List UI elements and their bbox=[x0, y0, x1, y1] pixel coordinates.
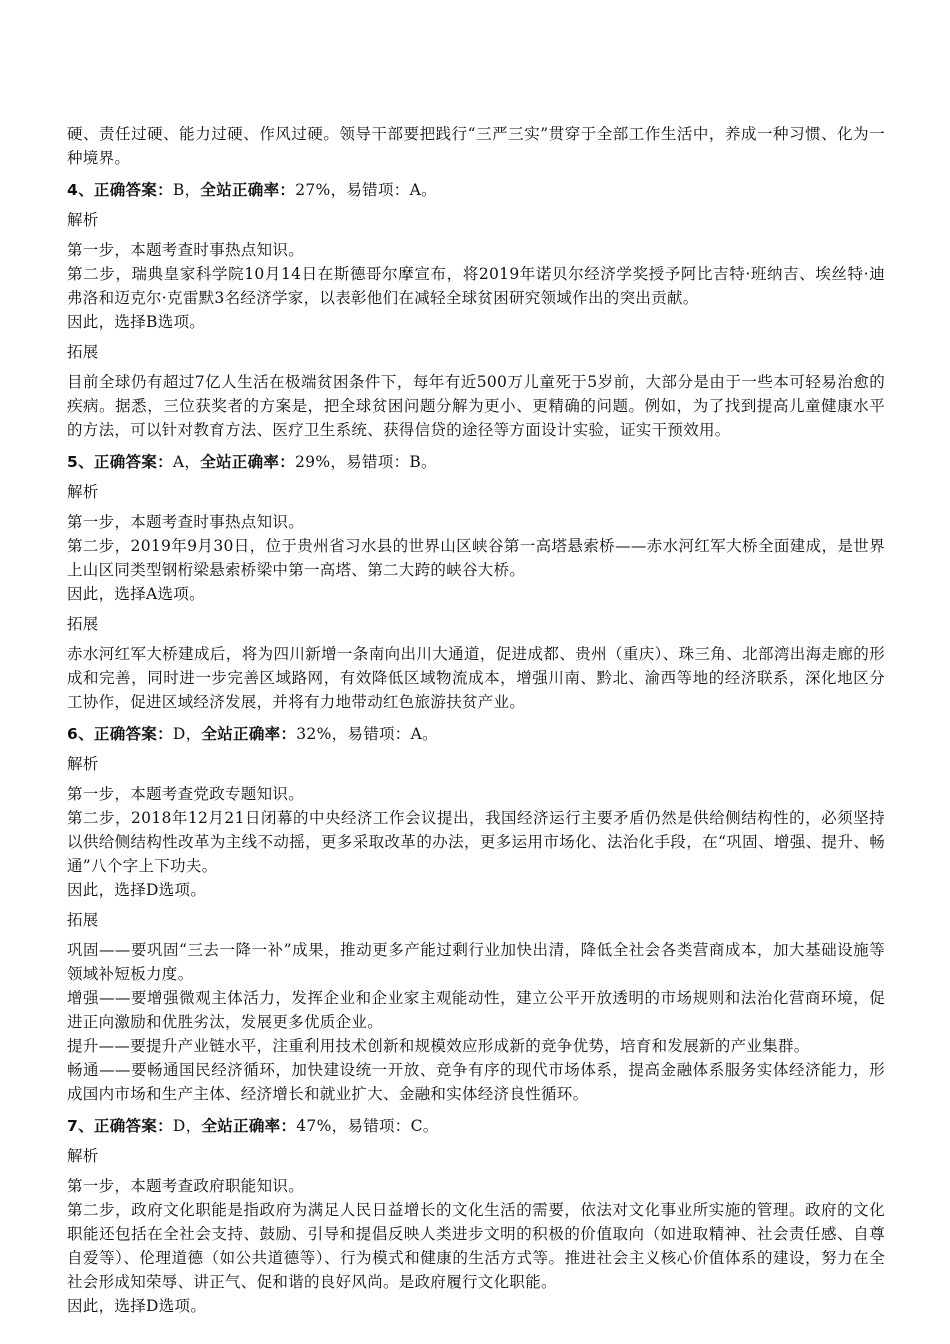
answer-label: 正确答案： bbox=[93, 453, 173, 471]
conclusion-text: 因此，选择D选项。 bbox=[67, 881, 207, 899]
answer-line-q5 bbox=[67, 450, 885, 474]
rate-value: 27%，易错项：A。 bbox=[295, 181, 437, 199]
step1-text: 第一步，本题考查时事热点知识。 bbox=[67, 241, 305, 259]
step1-text: 第一步，本题考查政府职能知识。 bbox=[67, 1177, 305, 1195]
analysis-heading: 解析 bbox=[67, 755, 99, 773]
rate-value: 29%，易错项：B。 bbox=[295, 453, 437, 471]
answer-line-q4 bbox=[67, 178, 885, 202]
question-number: 7、 bbox=[67, 1117, 94, 1135]
extension-paragraph: 目前全球仍有超过7亿人生活在极端贫困条件下，每年有近500万儿童死于5岁前，大部分是由于一些本可轻易治愈的疾病。据悉，三位获奖者的方案是，把全球贫困问题分解为更小、更精确的问题。例如，为了找到提高儿童健康水平的方法，可以针对教育方法、医疗卫生系统、获得信贷的途径等方面设计实验，证实干预效用。 bbox=[67, 373, 885, 439]
answer-value: B， bbox=[172, 181, 201, 199]
analysis-heading: 解析 bbox=[67, 211, 99, 229]
answer-line-q6 bbox=[67, 722, 885, 746]
extension-paragraph: 赤水河红军大桥建成后，将为四川新增一条南向出川大通道，促进成都、贵州（重庆）、珠三角、北部湾出海走廊的形成和完善，同时进一步完善区域路网，有效降低区域物流成本，增强川南、黔北、渝西等地的经济联系，深化地区分工协作，促进区域经济发展，并将有力地带动红色旅游扶贫产业。 bbox=[67, 645, 885, 711]
answer-label: 正确答案： bbox=[93, 1117, 173, 1135]
answer-label: 正确答案： bbox=[93, 725, 173, 743]
rate-value: 47%，易错项：C。 bbox=[296, 1117, 439, 1135]
answer-value: D， bbox=[172, 1117, 202, 1135]
question-number: 4、 bbox=[67, 181, 94, 199]
rate-label: 全站正确率： bbox=[200, 181, 296, 199]
rate-label: 全站正确率： bbox=[200, 453, 296, 471]
step2-text: 第二步，2019年9月30日，位于贵州省习水县的世界山区峡谷第一高塔悬索桥——赤水河红军大桥全面建成，是世界上山区同类型钢桁梁悬索桥梁中第一高塔、第二大跨的峡谷大桥。 bbox=[67, 537, 885, 579]
document-page bbox=[67, 122, 885, 1318]
conclusion-text: 因此，选择A选项。 bbox=[67, 585, 205, 603]
extension-paragraph: 提升——要提升产业链水平，注重利用技术创新和规模效应形成新的竞争优势，培育和发展新的产业集群。 bbox=[67, 1037, 810, 1055]
answer-label: 正确答案： bbox=[93, 181, 173, 199]
extension-paragraph: 畅通——要畅通国民经济循环，加快建设统一开放、竞争有序的现代市场体系，提高金融体系服务实体经济能力，形成国内市场和生产主体、经济增长和就业扩大、金融和实体经济良性循环。 bbox=[67, 1061, 885, 1103]
step2-text: 第二步，瑞典皇家科学院10月14日在斯德哥尔摩宣布，将2019年诺贝尔经济学奖授予阿比吉特·班纳吉、埃丝特·迪弗洛和迈克尔·克雷默3名经济学家，以表彰他们在减轻全球贫困研究领域作出的突出贡献。 bbox=[67, 265, 885, 307]
analysis-heading: 解析 bbox=[67, 483, 99, 501]
intro-paragraph: 硬、责任过硬、能力过硬、作风过硬。领导干部要把践行“三严三实”贯穿于全部工作生活中，养成一种习惯、化为一种境界。 bbox=[67, 125, 885, 167]
answer-value: D， bbox=[172, 725, 202, 743]
question-number: 6、 bbox=[67, 725, 94, 743]
extension-heading: 拓展 bbox=[67, 615, 99, 633]
rate-value: 32%，易错项：A。 bbox=[296, 725, 438, 743]
extension-paragraph: 增强——要增强微观主体活力，发挥企业和企业家主观能动性，建立公平开放透明的市场规则和法治化营商环境，促进正向激励和优胜劣汰，发展更多优质企业。 bbox=[67, 989, 885, 1031]
step1-text: 第一步，本题考查时事热点知识。 bbox=[67, 513, 305, 531]
step2-text: 第二步，2018年12月21日闭幕的中央经济工作会议提出，我国经济运行主要矛盾仍然是供给侧结构性的，必须坚持以供给侧结构性改革为主线不动摇，更多采取改革的办法，更多运用市场化、法治化手段，在“巩固、增强、提升、畅通”八个字上下功夫。 bbox=[67, 809, 885, 875]
conclusion-text: 因此，选择B选项。 bbox=[67, 313, 206, 331]
answer-line-q7 bbox=[67, 1114, 885, 1138]
step1-text: 第一步，本题考查党政专题知识。 bbox=[67, 785, 305, 803]
rate-label: 全站正确率： bbox=[201, 1117, 297, 1135]
extension-paragraph: 巩固——要巩固“三去一降一补”成果，推动更多产能过剩行业加快出清，降低全社会各类营商成本，加大基础设施等领域补短板力度。 bbox=[67, 941, 885, 983]
rate-label: 全站正确率： bbox=[201, 725, 297, 743]
analysis-heading: 解析 bbox=[67, 1147, 99, 1165]
step2-text: 第二步，政府文化职能是指政府为满足人民日益增长的文化生活的需要，依法对文化事业所实施的管理。政府的文化职能还包括在全社会支持、鼓励、引导和提倡反映人类进步文明的积极的价值取向（如进取精神、社会责任感、自尊自爱等）、伦理道德（如公共道德等）、行为模式和健康的生活方式等。推进社会主义核心价值体系的建设，努力在全社会形成知荣辱、讲正气、促和谐的良好风尚。是政府履行文化职能。 bbox=[67, 1201, 885, 1291]
extension-heading: 拓展 bbox=[67, 911, 99, 929]
question-number: 5、 bbox=[67, 453, 94, 471]
conclusion-text: 因此，选择D选项。 bbox=[67, 1297, 207, 1315]
extension-heading: 拓展 bbox=[67, 343, 99, 361]
answer-value: A， bbox=[172, 453, 201, 471]
